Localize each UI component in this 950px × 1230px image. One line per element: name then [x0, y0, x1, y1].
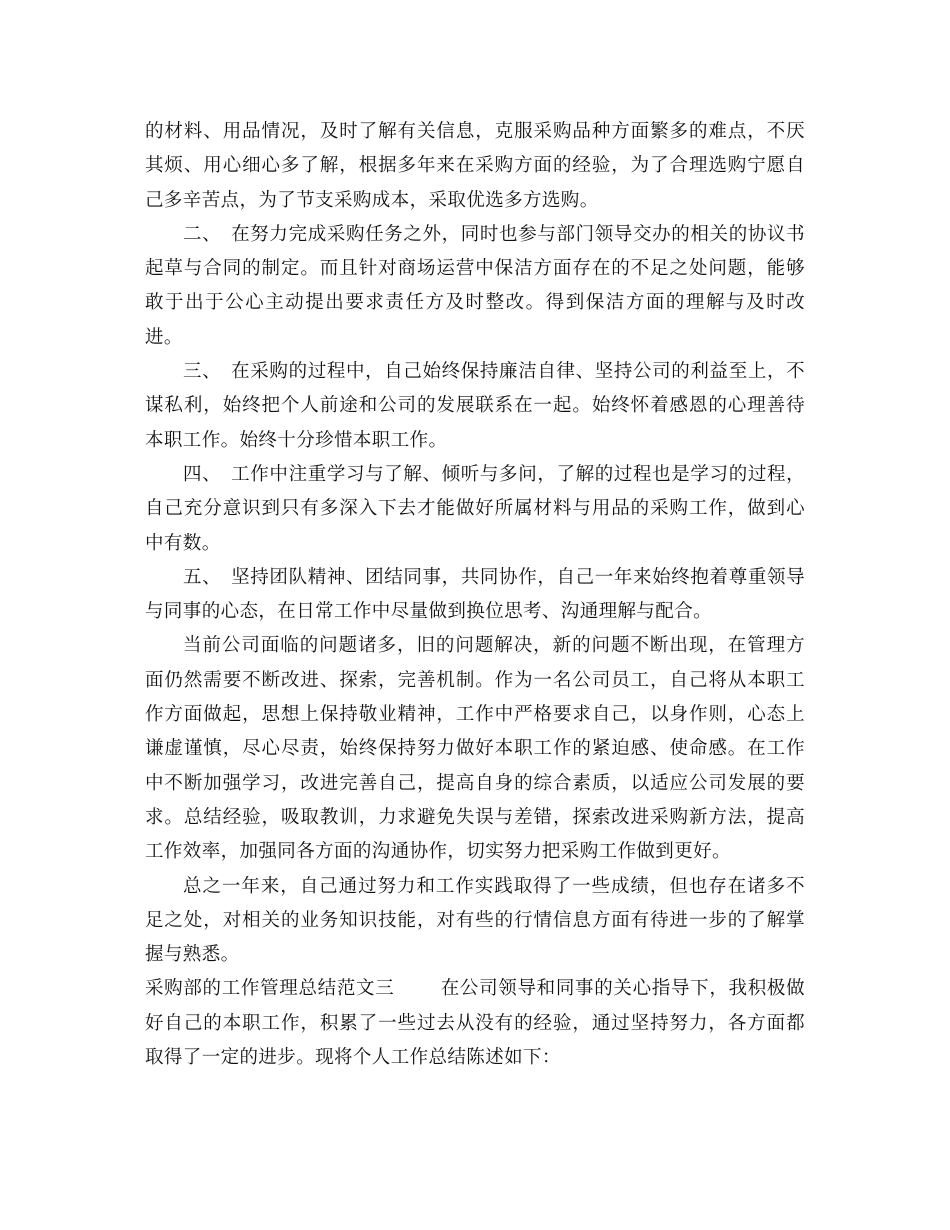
paragraph-item-five: 五、 坚持团队精神、团结同事，共同协作，自己一年来始终抱着尊重领导与同事的心态，在日常工作中尽量做到换位思考、沟通理解与配合。 — [145, 566, 805, 623]
paragraph-continuation: 的材料、用品情况，及时了解有关信息，克服采购品种方面繁多的难点，不厌其烦、用心细心多了解，根据多年来在采购方面的经验，为了合理选购宁愿自己多辛苦点，为了节支采购成本，采取优选多方选购。 — [145, 121, 805, 211]
document-body — [145, 115, 805, 1075]
section-paragraph — [145, 972, 805, 1075]
section-heading: 采购部的工作管理总结范文三 — [145, 978, 395, 1000]
paragraph-item-three: 三、 在采购的过程中，自己始终保持廉洁自律、坚持公司的利益至上，不谋私利，始终把个人前途和公司的发展联系在一起。始终怀着感恩的心理善待本职工作。始终十分珍惜本职工作。 — [145, 361, 805, 451]
paragraph-outlook: 当前公司面临的问题诸多，旧的问题解决，新的问题不断出现，在管理方面仍然需要不断改进、探索，完善机制。作为一名公司员工，自己将从本职工作方面做起，思想上保持敬业精神，工作中严格要求自己，以身作则，心态上谦虚谨慎，尽心尽责，始终保持努力做好本职工作的紧迫感、使命感。在工作中不断加强学习，改进完善自己，提高自身的综合素质，以适应公司发展的要求。总结经验，吸取教训，力求避免失误与差错，探索改进采购新方法，提高工作效率，加强同各方面的沟通协作，切实努力把采购工作做到更好。 — [145, 635, 805, 863]
paragraph-conclusion: 总之一年来，自己通过努力和工作实践取得了一些成绩，但也存在诸多不足之处，对相关的业务知识技能，对有些的行情信息方面有待进一步的了解掌握与熟悉。 — [145, 875, 805, 966]
paragraph-item-four: 四、 工作中注重学习与了解、倾听与多问，了解的过程也是学习的过程，自己充分意识到只有多深入下去才能做好所属材料与用品的采购工作，做到心中有数。 — [145, 463, 805, 554]
paragraph-item-two: 二、 在努力完成采购任务之外，同时也参与部门领导交办的相关的协议书起草与合同的制定。而且针对商场运营中保洁方面存在的不足之处问题，能够敢于出于公心主动提出要求责任方及时整改。得到保洁方面的理解与及时改进。 — [145, 223, 805, 348]
section-body: 在公司领导和同事的关心指导下，我积极做好自己的本职工作，积累了一些过去从没有的经验，通过坚持努力，各方面都取得了一定的进步。现将个人工作总结陈述如下： — [145, 978, 805, 1069]
